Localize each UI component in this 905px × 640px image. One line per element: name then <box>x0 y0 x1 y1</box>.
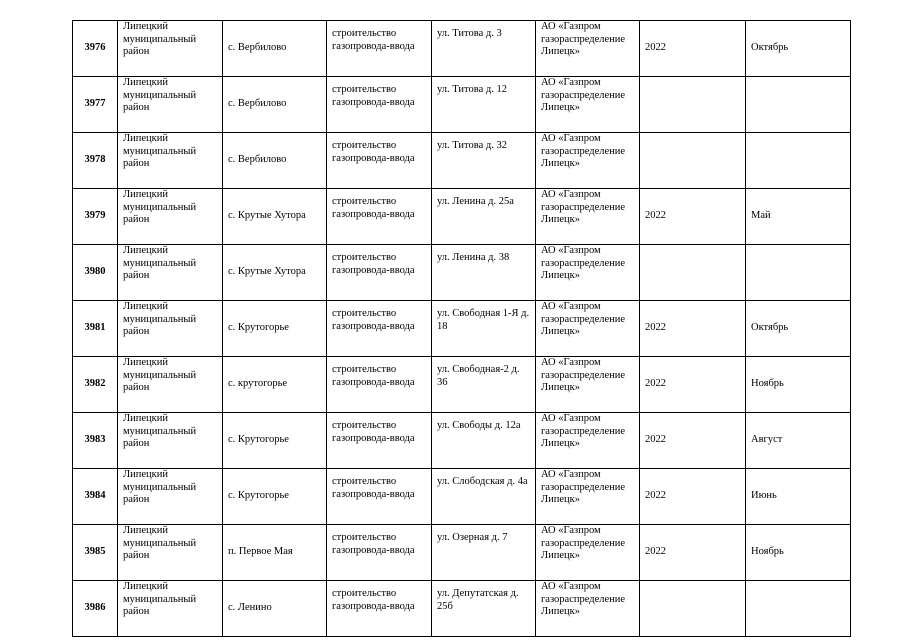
organization-cell: АО «Газпром газораспределение Липецк» <box>536 581 640 637</box>
work-type-cell: строительство газопровода-ввода <box>327 469 432 525</box>
settlement-cell: с. Вербилово <box>223 77 327 133</box>
work-type-cell: строительство газопровода-ввода <box>327 189 432 245</box>
district-cell: Липецкий муниципальный район <box>118 413 223 469</box>
address-cell: ул. Ленина д. 38 <box>432 245 536 301</box>
month-cell: Ноябрь <box>746 357 851 413</box>
settlement-cell: п. Первое Мая <box>223 525 327 581</box>
work-type-cell: строительство газопровода-ввода <box>327 357 432 413</box>
organization-cell: АО «Газпром газораспределение Липецк» <box>536 21 640 77</box>
table-row <box>73 525 851 581</box>
organization-cell: АО «Газпром газораспределение Липецк» <box>536 77 640 133</box>
month-cell: Ноябрь <box>746 525 851 581</box>
year-cell: 2022 <box>640 301 746 357</box>
table-row <box>73 413 851 469</box>
month-cell <box>746 133 851 189</box>
table-row <box>73 469 851 525</box>
settlement-cell: с. Ленино <box>223 581 327 637</box>
district-cell: Липецкий муниципальный район <box>118 77 223 133</box>
table-body <box>73 21 851 637</box>
table-row <box>73 581 851 637</box>
district-cell: Липецкий муниципальный район <box>118 525 223 581</box>
district-cell: Липецкий муниципальный район <box>118 357 223 413</box>
district-cell: Липецкий муниципальный район <box>118 133 223 189</box>
row-number-cell: 3979 <box>73 189 118 245</box>
table-row <box>73 133 851 189</box>
address-cell: ул. Титова д. 32 <box>432 133 536 189</box>
address-cell: ул. Титова д. 3 <box>432 21 536 77</box>
year-cell: 2022 <box>640 189 746 245</box>
organization-cell: АО «Газпром газораспределение Липецк» <box>536 413 640 469</box>
settlement-cell: с. Крутогорье <box>223 413 327 469</box>
table-row <box>73 77 851 133</box>
table-row <box>73 301 851 357</box>
month-cell <box>746 581 851 637</box>
month-cell: Июнь <box>746 469 851 525</box>
year-cell: 2022 <box>640 413 746 469</box>
settlement-cell: с. Крутогорье <box>223 301 327 357</box>
organization-cell: АО «Газпром газораспределение Липецк» <box>536 469 640 525</box>
year-cell <box>640 133 746 189</box>
row-number-cell: 3985 <box>73 525 118 581</box>
organization-cell: АО «Газпром газораспределение Липецк» <box>536 133 640 189</box>
settlement-cell: с. Крутые Хутора <box>223 189 327 245</box>
table-row <box>73 245 851 301</box>
settlement-cell: с. Крутые Хутора <box>223 245 327 301</box>
row-number-cell: 3976 <box>73 21 118 77</box>
settlement-cell: с. Вербилово <box>223 21 327 77</box>
district-cell: Липецкий муниципальный район <box>118 469 223 525</box>
work-type-cell: строительство газопровода-ввода <box>327 525 432 581</box>
year-cell: 2022 <box>640 469 746 525</box>
address-cell: ул. Титова д. 12 <box>432 77 536 133</box>
month-cell: Октябрь <box>746 301 851 357</box>
table-row <box>73 189 851 245</box>
organization-cell: АО «Газпром газораспределение Липецк» <box>536 525 640 581</box>
settlement-cell: с. крутогорье <box>223 357 327 413</box>
organization-cell: АО «Газпром газораспределение Липецк» <box>536 357 640 413</box>
year-cell: 2022 <box>640 357 746 413</box>
address-cell: ул. Депутатская д. 25б <box>432 581 536 637</box>
settlement-cell: с. Крутогорье <box>223 469 327 525</box>
row-number-cell: 3983 <box>73 413 118 469</box>
settlement-cell: с. Вербилово <box>223 133 327 189</box>
district-cell: Липецкий муниципальный район <box>118 21 223 77</box>
address-cell: ул. Свободы д. 12а <box>432 413 536 469</box>
year-cell <box>640 245 746 301</box>
month-cell: Октябрь <box>746 21 851 77</box>
work-type-cell: строительство газопровода-ввода <box>327 581 432 637</box>
row-number-cell: 3980 <box>73 245 118 301</box>
table-row <box>73 357 851 413</box>
year-cell: 2022 <box>640 525 746 581</box>
row-number-cell: 3978 <box>73 133 118 189</box>
year-cell <box>640 581 746 637</box>
organization-cell: АО «Газпром газораспределение Липецк» <box>536 189 640 245</box>
address-cell: ул. Слободская д. 4а <box>432 469 536 525</box>
work-type-cell: строительство газопровода-ввода <box>327 413 432 469</box>
address-cell: ул. Ленина д. 25а <box>432 189 536 245</box>
month-cell: Август <box>746 413 851 469</box>
address-cell: ул. Свободная-2 д. 36 <box>432 357 536 413</box>
gas-pipeline-schedule-table <box>72 20 851 637</box>
organization-cell: АО «Газпром газораспределение Липецк» <box>536 245 640 301</box>
year-cell: 2022 <box>640 21 746 77</box>
district-cell: Липецкий муниципальный район <box>118 301 223 357</box>
work-type-cell: строительство газопровода-ввода <box>327 77 432 133</box>
row-number-cell: 3977 <box>73 77 118 133</box>
year-cell <box>640 77 746 133</box>
organization-cell: АО «Газпром газораспределение Липецк» <box>536 301 640 357</box>
table-row <box>73 21 851 77</box>
address-cell: ул. Свободная 1-Я д. 18 <box>432 301 536 357</box>
district-cell: Липецкий муниципальный район <box>118 581 223 637</box>
month-cell <box>746 245 851 301</box>
row-number-cell: 3982 <box>73 357 118 413</box>
work-type-cell: строительство газопровода-ввода <box>327 21 432 77</box>
work-type-cell: строительство газопровода-ввода <box>327 245 432 301</box>
row-number-cell: 3984 <box>73 469 118 525</box>
district-cell: Липецкий муниципальный район <box>118 189 223 245</box>
row-number-cell: 3986 <box>73 581 118 637</box>
month-cell: Май <box>746 189 851 245</box>
work-type-cell: строительство газопровода-ввода <box>327 301 432 357</box>
row-number-cell: 3981 <box>73 301 118 357</box>
district-cell: Липецкий муниципальный район <box>118 245 223 301</box>
address-cell: ул. Озерная д. 7 <box>432 525 536 581</box>
work-type-cell: строительство газопровода-ввода <box>327 133 432 189</box>
month-cell <box>746 77 851 133</box>
